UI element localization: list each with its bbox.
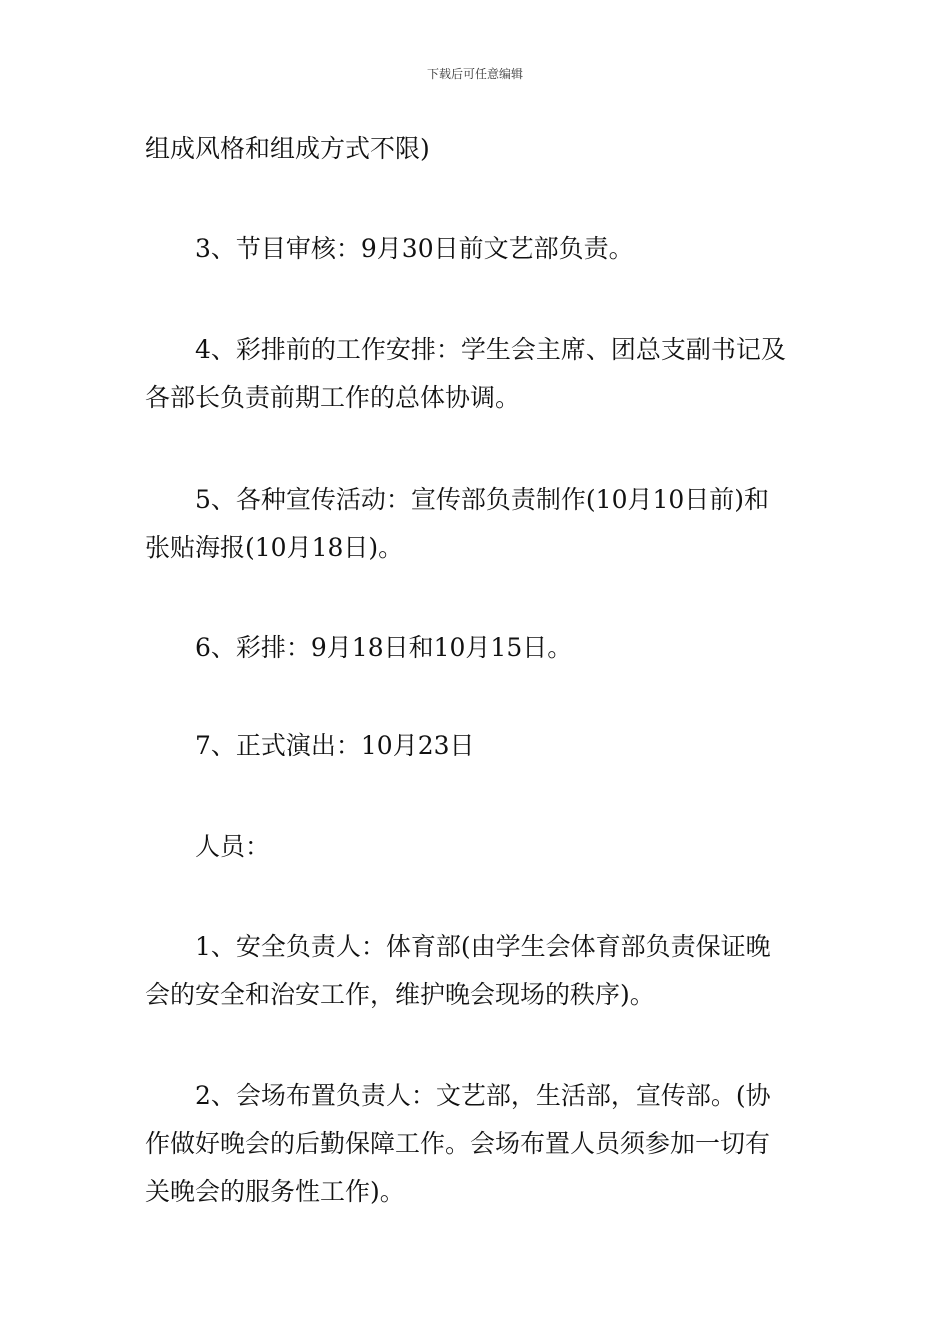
page-header-note: 下载后可任意编辑 bbox=[426, 67, 523, 81]
text-line: 关晚会的服务性工作)。 bbox=[145, 1177, 405, 1206]
paragraph bbox=[145, 225, 810, 273]
text-line: 各部长负责前期工作的总体协调。 bbox=[145, 383, 521, 412]
paragraph bbox=[145, 923, 810, 1019]
text-line: 7、正式演出：10月23日 bbox=[145, 731, 475, 760]
paragraph bbox=[145, 722, 810, 770]
text-line: 1、安全负责人：体育部(由学生会体育部负责保证晚 bbox=[145, 932, 771, 961]
paragraph bbox=[145, 1072, 810, 1216]
text-line: 5、各种宣传活动：宣传部负责制作(10月10日前)和 bbox=[145, 485, 770, 514]
text-line: 会的安全和治安工作，维护晚会现场的秩序)。 bbox=[145, 980, 655, 1009]
text-line: 2、会场布置负责人：文艺部，生活部，宣传部。(协 bbox=[145, 1081, 771, 1110]
text-line: 作做好晚会的后勤保障工作。会场布置人员须参加一切有 bbox=[145, 1129, 771, 1158]
paragraph bbox=[145, 624, 810, 672]
paragraph bbox=[145, 823, 810, 871]
paragraph bbox=[145, 125, 810, 173]
paragraph bbox=[145, 326, 810, 422]
text-line: 3、节目审核：9月30日前文艺部负责。 bbox=[145, 234, 634, 263]
text-line: 人员： bbox=[145, 832, 271, 861]
text-line: 6、彩排：9月18日和10月15日。 bbox=[145, 633, 573, 662]
text-line: 4、彩排前的工作安排：学生会主席、团总支副书记及 bbox=[145, 335, 786, 364]
paragraph bbox=[145, 476, 810, 572]
text-line: 组成风格和组成方式不限) bbox=[145, 134, 430, 163]
text-line: 张贴海报(10月18日)。 bbox=[145, 533, 404, 562]
